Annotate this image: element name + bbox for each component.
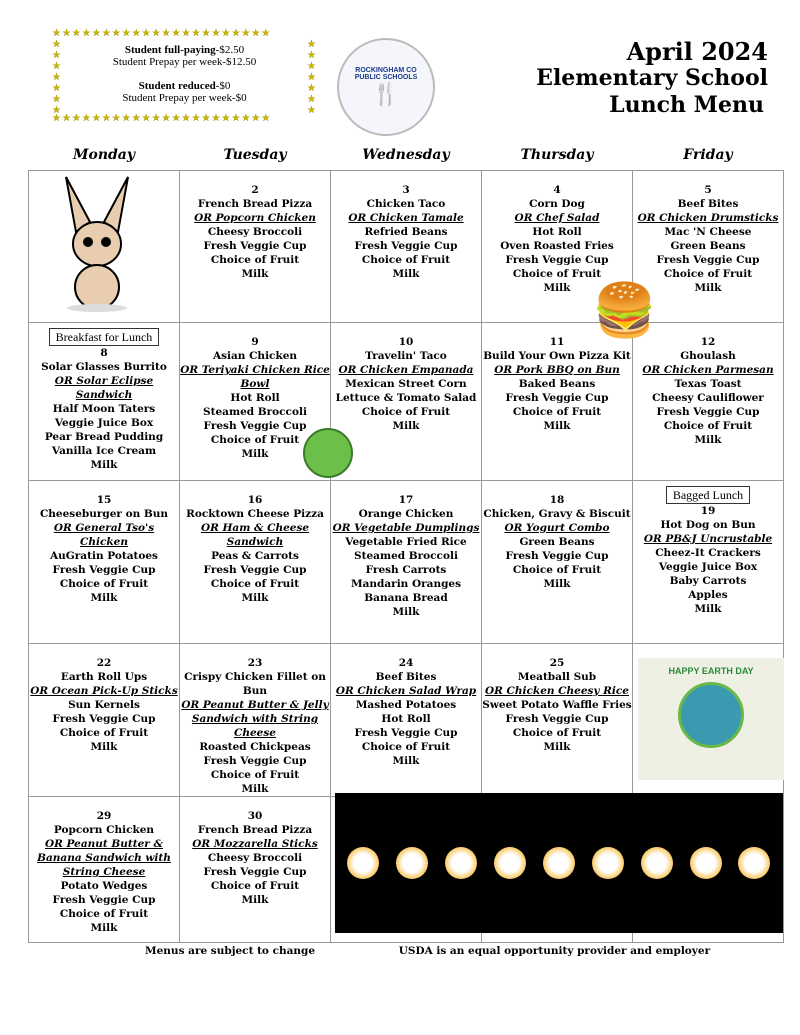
star-border-icon: ★ ★ ★ ★ ★ ★ ★ [52, 39, 62, 116]
side-item: Fresh Veggie Cup [656, 406, 760, 418]
alternate-entree: OR Ocean Pick-Up Sticks [30, 685, 178, 697]
day-header: Thursday [520, 147, 594, 163]
day-header: Friday [683, 147, 733, 163]
alternate-entree: OR Solar Eclipse Sandwich [54, 375, 154, 401]
side-item: Milk [392, 755, 420, 767]
main-entree: Travelin' Taco [365, 350, 447, 362]
side-item: Green Beans [670, 240, 746, 252]
main-entree: Cheeseburger on Bun [39, 508, 169, 520]
day-header: Tuesday [223, 147, 287, 163]
main-entree: Popcorn Chicken [53, 824, 155, 836]
side-item: Milk [241, 592, 269, 604]
cell-date: 3 [402, 184, 410, 196]
side-item: Refried Beans [364, 226, 448, 238]
main-entree: Hot Dog on Bun [660, 519, 756, 531]
cell-date: 12 [700, 336, 716, 348]
cell-date: 5 [704, 184, 712, 196]
cell-note: Bagged Lunch [666, 486, 750, 504]
day-cell [633, 323, 784, 481]
side-item: Fresh Veggie Cup [505, 254, 609, 266]
side-item: Cheesy Broccoli [207, 226, 303, 238]
day-header: Monday [72, 147, 135, 163]
full-week: Student Prepay per week-$12.50 [112, 56, 257, 68]
side-item: Fresh Veggie Cup [656, 254, 760, 266]
main-entree: Chicken Taco [366, 198, 446, 210]
day-cell [29, 481, 180, 644]
cell-date: 9 [251, 336, 259, 348]
side-item: Milk [241, 268, 269, 280]
school-logo: ROCKINGHAM CO PUBLIC SCHOOLS 🍴 [337, 38, 435, 136]
cell-date: 11 [549, 336, 565, 348]
side-item: Milk [694, 434, 722, 446]
side-item: Milk [90, 592, 118, 604]
side-item: Vanilla Ice Cream [51, 445, 157, 457]
day-cell [29, 644, 180, 797]
alternate-entree: OR Popcorn Chicken [194, 212, 316, 224]
side-item: Banana Bread [364, 592, 448, 604]
reduced-week: Student Prepay per week-$0 [122, 92, 247, 104]
title-menu: Lunch Menu [609, 92, 764, 118]
side-item: Mandarin Oranges [350, 578, 462, 590]
side-item: Choice of Fruit [210, 880, 300, 892]
side-item: Steamed Broccoli [354, 550, 458, 562]
star-border-icon: ★ ★ ★ ★ ★ ★ ★ [307, 39, 317, 116]
cell-date: 18 [549, 494, 565, 506]
side-item: Pear Bread Pudding [44, 431, 164, 443]
side-item: Fresh Veggie Cup [52, 564, 156, 576]
main-entree: Solar Glasses Burrito [41, 361, 167, 373]
side-item: Baby Carrots [669, 575, 747, 587]
cell-date: 8 [100, 347, 108, 359]
side-item: Choice of Fruit [512, 564, 602, 576]
alternate-entree: OR Chef Salad [514, 212, 600, 224]
side-item: Choice of Fruit [512, 406, 602, 418]
earth-day-image [638, 658, 784, 780]
alternate-entree: OR Vegetable Dumplings [332, 522, 480, 534]
side-item: Fresh Veggie Cup [354, 727, 458, 739]
main-entree: Orange Chicken [358, 508, 454, 520]
side-item: Milk [694, 282, 722, 294]
earth-day-text: HAPPY EARTH DAY [668, 666, 754, 676]
day-cell [331, 323, 482, 481]
side-item: Choice of Fruit [210, 254, 300, 266]
day-cell [331, 481, 482, 644]
side-item: Sweet Potato Waffle Fries [482, 699, 632, 711]
side-item: Choice of Fruit [512, 268, 602, 280]
main-entree: Ghoulash [680, 350, 736, 362]
day-cell [482, 644, 633, 797]
cell-date: 15 [96, 494, 112, 506]
side-item: Mexican Street Corn [345, 378, 467, 390]
bunny-image [62, 172, 132, 312]
side-item: Apples [688, 589, 728, 601]
alternate-entree: OR PB&J Uncrustable [643, 533, 773, 545]
side-item: Choice of Fruit [361, 254, 451, 266]
side-item: Vegetable Fried Rice [345, 536, 467, 548]
alternate-entree: OR Teriyaki Chicken Rice Bowl [180, 364, 330, 390]
alternate-entree: OR Mozzarella Sticks [192, 838, 318, 850]
side-item: Fresh Veggie Cup [203, 866, 307, 878]
footer-disclaimer: Menus are subject to change [145, 945, 316, 957]
full-label: Student full-paying [124, 44, 216, 56]
title-school: Elementary School [536, 65, 768, 91]
side-item: Potato Wedges [60, 880, 148, 892]
cell-date: 25 [549, 657, 565, 669]
main-entree: Meatball Sub [517, 671, 597, 683]
page-title [536, 38, 768, 119]
main-entree: French Bread Pizza [197, 824, 313, 836]
main-entree: Build Your Own Pizza Kit [483, 350, 631, 362]
side-item: Fresh Veggie Cup [203, 420, 307, 432]
side-item: Fresh Veggie Cup [203, 564, 307, 576]
side-item: Milk [543, 420, 571, 432]
side-item: Fresh Veggie Cup [505, 550, 609, 562]
burger-image: 🍔 [592, 281, 657, 341]
cell-date: 2 [251, 184, 259, 196]
side-item: Sun Kernels [68, 699, 140, 711]
side-item: Fresh Veggie Cup [203, 755, 307, 767]
reduced-price: -$0 [215, 80, 231, 92]
cell-date: 19 [700, 505, 716, 517]
alternate-entree: OR Pork BBQ on Bun [494, 364, 620, 376]
main-entree: Beef Bites [677, 198, 739, 210]
day-cell [331, 171, 482, 323]
side-item: Choice of Fruit [59, 908, 149, 920]
day-cell [331, 644, 482, 797]
alternate-entree: OR Peanut Butter & Banana Sandwich with String Cheese [37, 838, 171, 878]
footer [145, 945, 790, 957]
side-item: Cheesy Cauliflower [652, 392, 764, 404]
side-item: Choice of Fruit [210, 769, 300, 781]
side-item: Fresh Veggie Cup [52, 894, 156, 906]
main-entree: Rocktown Cheese Pizza [186, 508, 324, 520]
side-item: Mashed Potatoes [355, 699, 457, 711]
cell-date: 29 [96, 810, 112, 822]
side-item: AuGratin Potatoes [50, 550, 158, 562]
star-border-icon: ★★★★★★★★★★★★★★★★★★★★★★ [52, 28, 272, 39]
side-item: Texas Toast [674, 378, 742, 390]
main-entree: Corn Dog [529, 198, 585, 210]
main-entree: French Bread Pizza [197, 198, 313, 210]
side-item: Choice of Fruit [361, 741, 451, 753]
alternate-entree: OR Chicken Drumsticks [637, 212, 779, 224]
side-item: Fresh Carrots [365, 564, 447, 576]
side-item: Oven Roasted Fries [500, 240, 614, 252]
side-item: Milk [241, 448, 269, 460]
side-item: Milk [543, 741, 571, 753]
cell-date: 24 [398, 657, 414, 669]
side-item: Choice of Fruit [59, 727, 149, 739]
alternate-entree: OR Yogurt Combo [504, 522, 610, 534]
side-item: Half Moon Taters [52, 403, 156, 415]
cell-date: 17 [398, 494, 414, 506]
day-cell [482, 481, 633, 644]
side-item: Choice of Fruit [512, 727, 602, 739]
day-cell [180, 797, 331, 943]
side-item: Milk [392, 420, 420, 432]
cell-date: 10 [398, 336, 414, 348]
side-item: Baked Beans [518, 378, 596, 390]
side-item: Milk [241, 783, 269, 795]
day-cell [180, 481, 331, 644]
side-item: Milk [543, 578, 571, 590]
day-cell [29, 323, 180, 481]
side-item: Milk [392, 606, 420, 618]
price-box [52, 28, 317, 124]
side-item: Fresh Veggie Cup [505, 713, 609, 725]
side-item: Cheez-It Crackers [655, 547, 761, 559]
side-item: Choice of Fruit [59, 578, 149, 590]
main-entree: Chicken, Gravy & Biscuit [483, 508, 631, 520]
alternate-entree: OR Chicken Tamale [348, 212, 464, 224]
side-item: Milk [90, 922, 118, 934]
side-item: Milk [392, 268, 420, 280]
side-item: Lettuce & Tomato Salad [335, 392, 477, 404]
side-item: Green Beans [519, 536, 595, 548]
cell-date: 4 [553, 184, 561, 196]
side-item: Steamed Broccoli [203, 406, 307, 418]
day-cell [633, 481, 784, 644]
cell-note: Breakfast for Lunch [49, 328, 160, 346]
side-item: Fresh Veggie Cup [52, 713, 156, 725]
reduced-label: Student reduced [138, 80, 216, 92]
alternate-entree: OR Ham & Cheese Sandwich [200, 522, 310, 548]
main-entree: Crispy Chicken Fillet on Bun [184, 671, 326, 697]
side-item: Fresh Veggie Cup [354, 240, 458, 252]
footer-usda: USDA is an equal opportunity provider and employer [398, 945, 711, 957]
side-item: Milk [543, 282, 571, 294]
day-cell [29, 797, 180, 943]
side-item: Choice of Fruit [663, 268, 753, 280]
side-item: Milk [694, 603, 722, 615]
side-item: Peas & Carrots [211, 550, 299, 562]
cell-date: 16 [247, 494, 263, 506]
alternate-entree: OR General Tso's Chicken [53, 522, 155, 548]
title-month: April 2024 [626, 37, 768, 66]
star-border-icon: ★★★★★★★★★★★★★★★★★★★★★★ [52, 113, 272, 124]
broccoli-image [303, 428, 353, 478]
alternate-entree: OR Chicken Parmesan [642, 364, 774, 376]
alternate-entree: OR Chicken Empanada [338, 364, 474, 376]
main-entree: Asian Chicken [212, 350, 298, 362]
side-item: Roasted Chickpeas [199, 741, 311, 753]
cell-date: 30 [247, 810, 263, 822]
side-item: Veggie Juice Box [54, 417, 154, 429]
side-item: Milk [90, 459, 118, 471]
side-item: Choice of Fruit [663, 420, 753, 432]
day-cell [180, 171, 331, 323]
day-cell [482, 323, 633, 481]
side-item: Choice of Fruit [361, 406, 451, 418]
main-entree: Beef Bites [375, 671, 437, 683]
main-entree: Earth Roll Ups [60, 671, 148, 683]
side-item: Hot Roll [532, 226, 582, 238]
side-item: Fresh Veggie Cup [203, 240, 307, 252]
side-item: Milk [241, 894, 269, 906]
cell-date: 23 [247, 657, 263, 669]
alternate-entree: OR Peanut Butter & Jelly Sandwich with String Cheese [181, 699, 329, 739]
alternate-entree: OR Chicken Cheesy Rice [485, 685, 629, 697]
side-item: Milk [90, 741, 118, 753]
alternate-entree: OR Chicken Salad Wrap [335, 685, 477, 697]
side-item: Cheesy Broccoli [207, 852, 303, 864]
side-item: Fresh Veggie Cup [505, 392, 609, 404]
cell-date: 22 [96, 657, 112, 669]
side-item: Mac 'N Cheese [664, 226, 752, 238]
eclipse-image [335, 793, 783, 933]
side-item: Choice of Fruit [210, 578, 300, 590]
side-item: Veggie Juice Box [658, 561, 758, 573]
day-cell [180, 644, 331, 797]
side-item: Choice of Fruit [210, 434, 300, 446]
side-item: Hot Roll [230, 392, 280, 404]
side-item: Hot Roll [381, 713, 431, 725]
day-header: Wednesday [362, 147, 450, 163]
full-price: -$2.50 [215, 44, 245, 56]
